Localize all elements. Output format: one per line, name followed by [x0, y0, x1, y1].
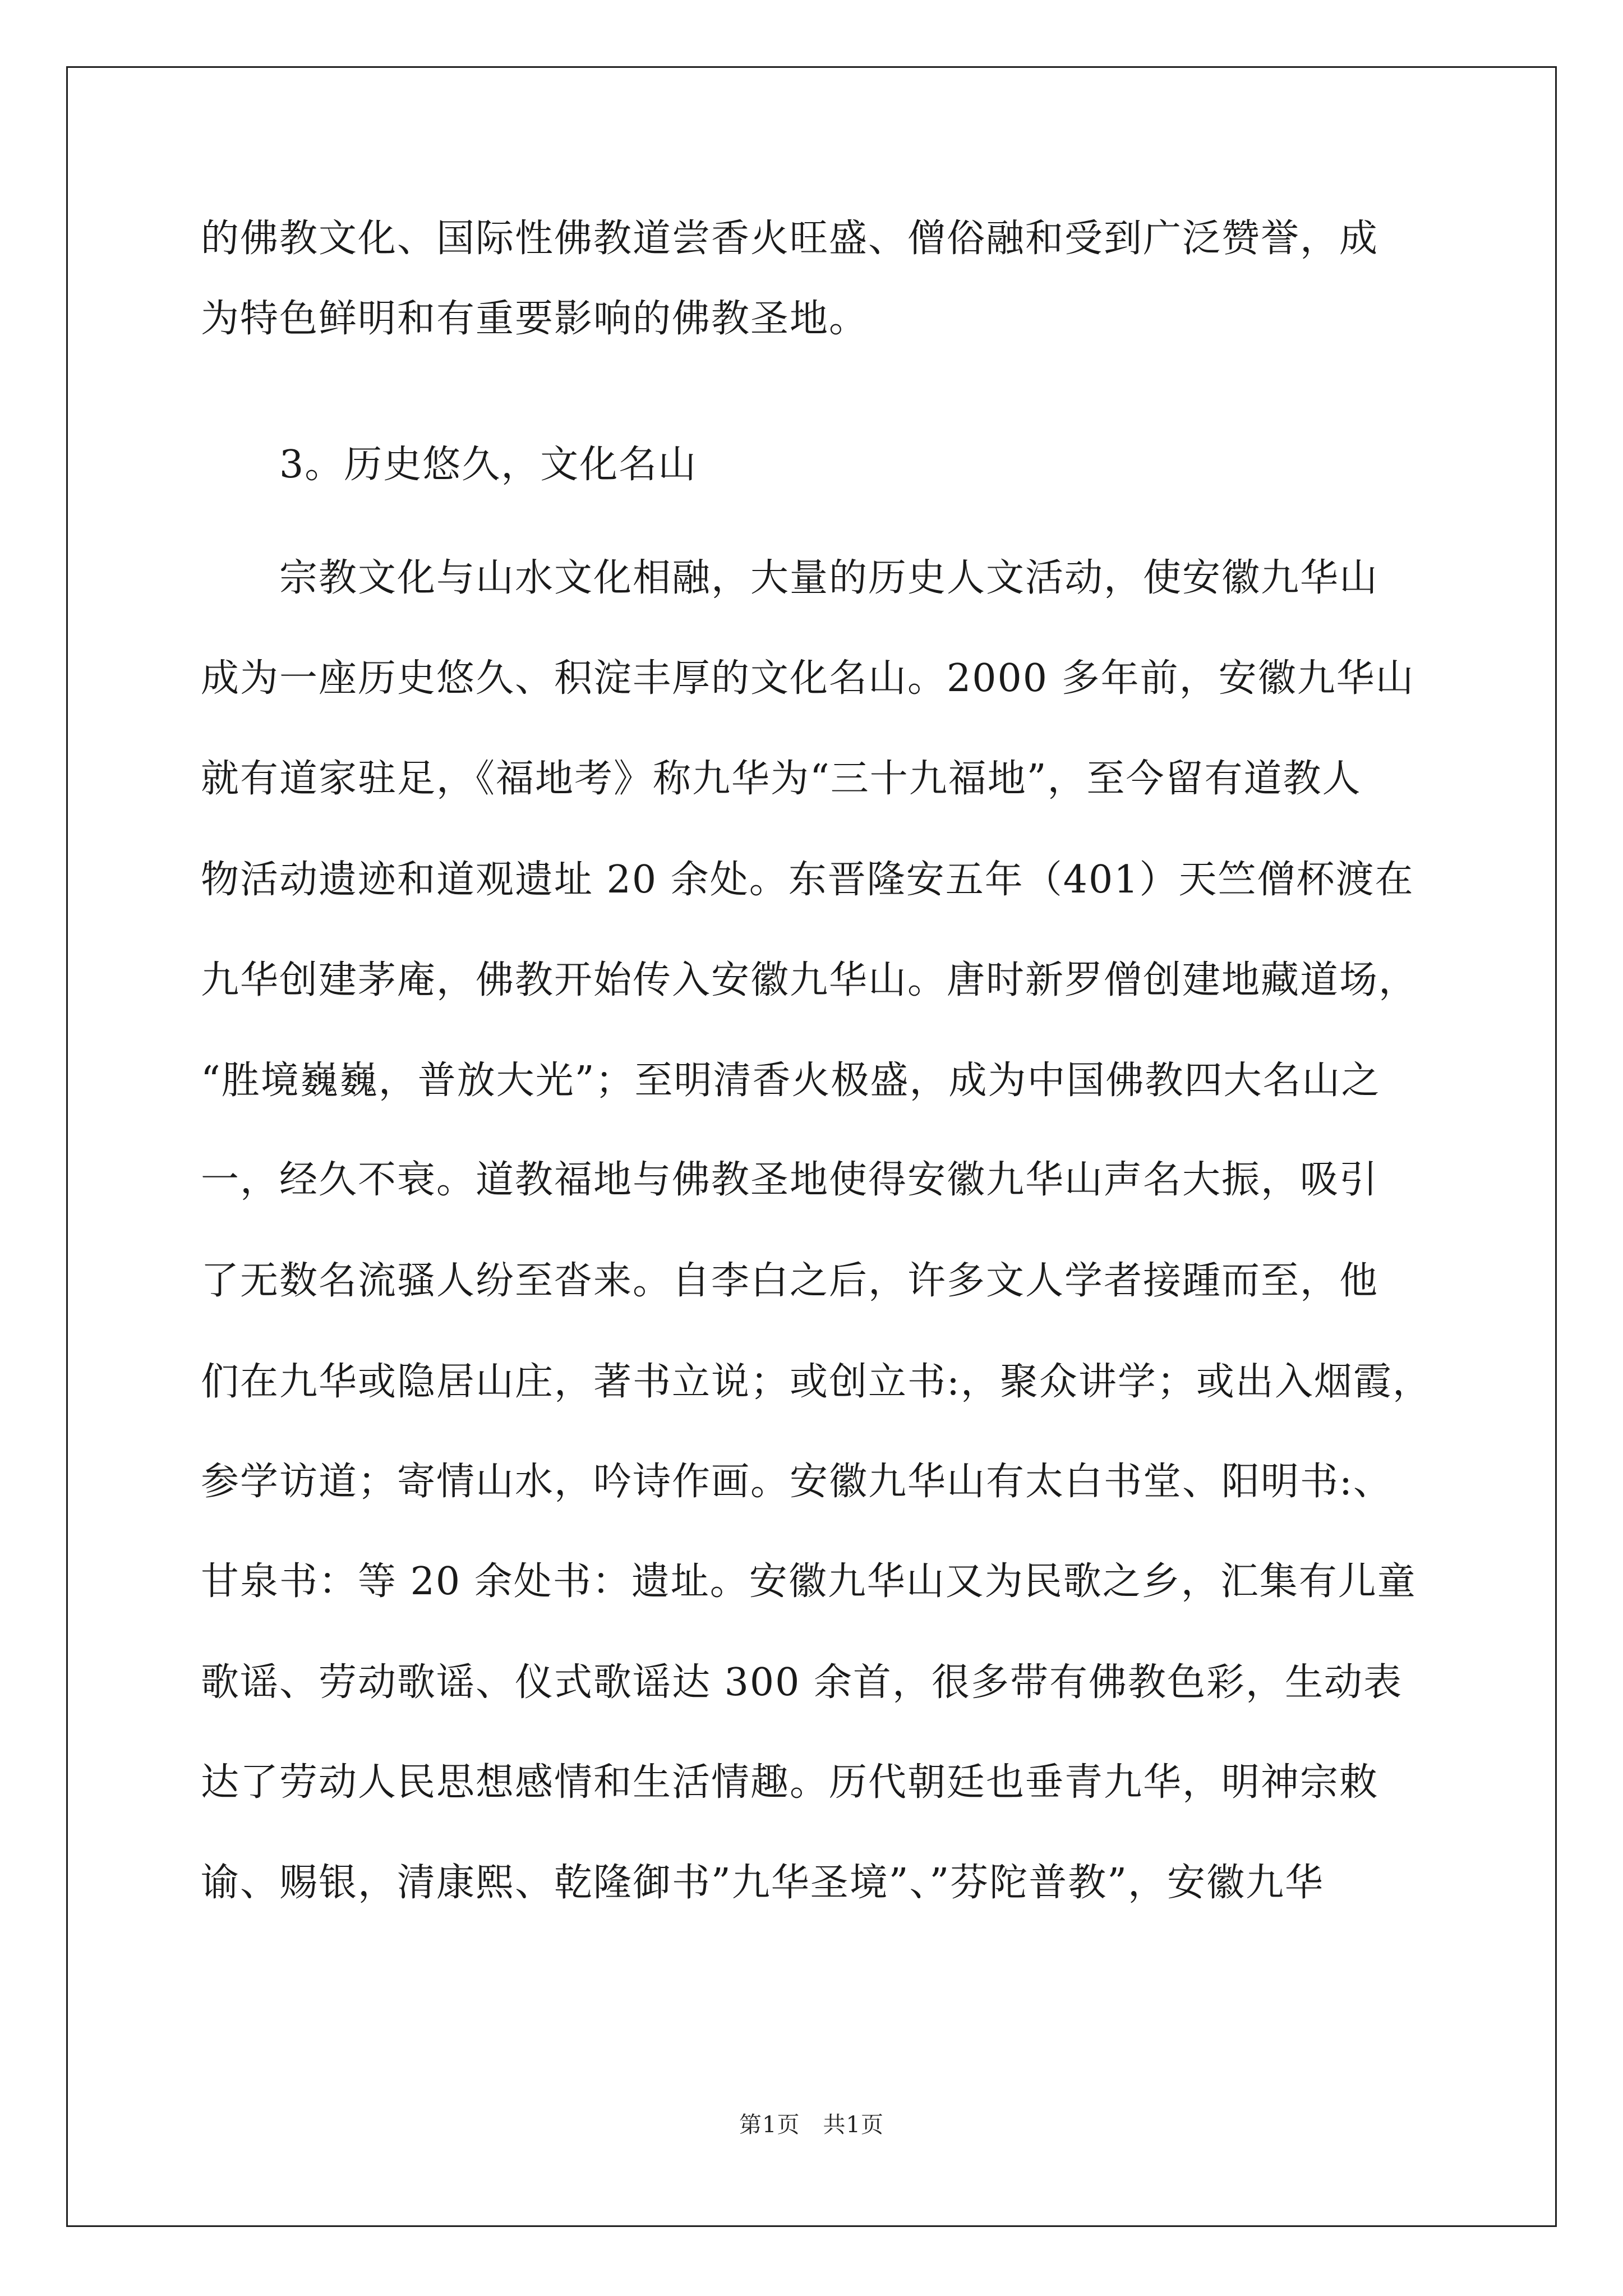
body-line-8: 九华创建茅庵，佛教开始传入安徽九华山。唐时新罗僧创建地藏道场，: [201, 958, 1418, 1002]
body-line-5: 成为一座历史悠久、积淀丰厚的文化名山。2000 多年前，安徽九华山: [201, 656, 1415, 701]
body-line-16: 达了劳动人民思想感情和生活情趣。历代朝廷也垂青九华，明神宗敕: [201, 1760, 1379, 1805]
page-footer: 第1页 共1页: [739, 2112, 884, 2138]
body-line-13: 参学访道；寄情山水，吟诗作画。安徽九华山有太白书堂、阳明书:、: [201, 1460, 1393, 1504]
body-line-11: 了无数名流骚人纷至沓来。自李白之后，许多文人学者接踵而至，他: [201, 1259, 1379, 1303]
body-line-14: 甘泉书：等 20 余处书：遗址。安徽九华山又为民歌之乡，汇集有儿童: [201, 1559, 1417, 1604]
body-line-4: 宗教文化与山水文化相融，大量的历史人文活动，使安徽九华山: [279, 556, 1379, 600]
body-line-2: 为特色鲜明和有重要影响的佛教圣地。: [201, 297, 869, 341]
body-line-7: 物活动遗迹和道观遗址 20 余处。东晋隆安五年（401）天竺僧杯渡在: [201, 858, 1414, 902]
body-line-12: 们在九华或隐居山庄，著书立说；或创立书:，聚众讲学；或出入烟霞，: [201, 1360, 1432, 1404]
body-line-17: 谕、赐银，清康熙、乾隆御书”九华圣境”、”芬陀普教”，安徽九华: [201, 1861, 1325, 1905]
body-line-10: 一，经久不衰。道教福地与佛教圣地使得安徽九华山声名大振，吸引: [201, 1158, 1379, 1202]
body-line-6: 就有道家驻足，《福地考》称九华为“三十九福地”，至今留有道教人: [201, 757, 1362, 801]
section-heading: 3。历史悠久，文化名山: [279, 443, 698, 487]
body-line-1: 的佛教文化、国际性佛教道尝香火旺盛、僧俗融和受到广泛赞誉，成: [201, 217, 1379, 261]
body-line-9: “胜境巍巍，普放大光”；至明清香火极盛，成为中国佛教四大名山之: [201, 1059, 1381, 1103]
body-line-15: 歌谣、劳动歌谣、仪式歌谣达 300 余首，很多带有佛教色彩，生动表: [201, 1660, 1403, 1705]
